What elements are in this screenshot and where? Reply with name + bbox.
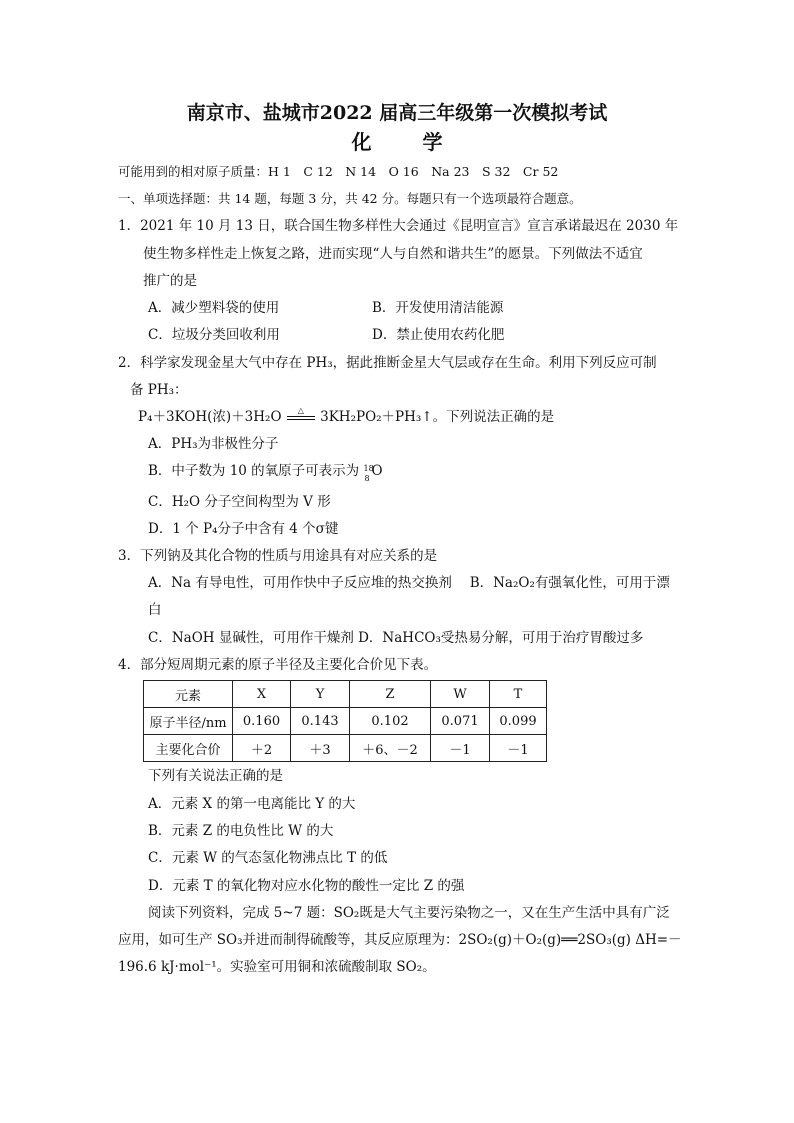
table-cell: 0.102	[350, 708, 431, 735]
atomic-masses: 可能用到的相对原子质量：H 1 C 12 N 14 O 16 Na 23 S 32 Cr 52	[118, 164, 559, 179]
table-cell: 原子半径/nm	[144, 708, 233, 735]
table-cell: ＋3	[291, 735, 350, 762]
table-cell: ＋2	[233, 735, 291, 762]
table-cell: －1	[490, 735, 547, 762]
q2-stem-line2: 备 PH₃：	[130, 382, 188, 398]
table-cell: －1	[431, 735, 490, 762]
subject-title: 化 学	[351, 130, 465, 154]
q4-option-a: A．元素 X 的第一电离能比 Y 的大	[148, 796, 356, 812]
q2-equation-left: P₄＋3KOH(浓)＋3H₂O	[138, 409, 282, 425]
q3-option-a-b: A．Na 有导电性，可用作快中子反应堆的热交换剂 B．Na₂O₂有强氧化性，可用于漂	[148, 575, 670, 591]
reading-line1: 阅读下列资料，完成 5~7 题：SO₂既是大气主要污染物之一，又在生产生活中具有广泛	[148, 905, 670, 921]
atomic-number: 8	[364, 474, 370, 483]
q2-option-b-text: B．中子数为 10 的氧原子可表示为	[148, 463, 364, 479]
q1-option-b: B．开发使用清洁能源	[372, 300, 504, 316]
q2-equation	[138, 408, 554, 426]
reading-line2: 应用，如可生产 SO₃并进而制得硫酸等，其反应原理为：2SO₂(g)＋O₂(g)══2SO₃(g) ΔH=－	[118, 932, 682, 948]
mass-number: 18	[363, 464, 374, 473]
q2-stem-line1: 2．科学家发现金星大气中存在 PH₃，据此推断金星大气层或存在生命。利用下列反应可制	[118, 355, 657, 371]
q4-option-b: B．元素 Z 的电负性比 W 的大	[148, 823, 334, 839]
table-cell: 主要化合价	[144, 735, 233, 762]
table-cell: 0.071	[431, 708, 490, 735]
q2-option-d: D．1 个 P₄分子中含有 4 个σ键	[148, 521, 339, 537]
q2-option-b	[148, 462, 383, 483]
table-header: X	[233, 681, 291, 708]
q1-stem-line2: 使生物多样性走上恢复之路，进而实现“人与自然和谐共生”的愿景。下列做法不适宜	[143, 246, 643, 262]
q4-option-c: C．元素 W 的气态氢化物沸点比 T 的低	[148, 850, 388, 866]
q1-stem-line1: 1．2021 年 10 月 13 日，联合国生物多样性大会通过《昆明宣言》宣言承诺最迟在 2030 年	[118, 218, 679, 234]
equation-arrow	[286, 408, 316, 426]
nuclide-symbol	[363, 462, 374, 483]
q4-after-table: 下列有关说法正确的是	[148, 768, 283, 784]
table-row	[144, 708, 547, 735]
q4-option-d: D．元素 T 的氧化物对应水化物的酸性一定比 Z 的强	[148, 878, 465, 894]
table-cell: 0.160	[233, 708, 291, 735]
table-header: Z	[350, 681, 431, 708]
element-table	[143, 680, 547, 762]
q3-stem: 3．下列钠及其化合物的性质与用途具有对应关系的是	[118, 548, 438, 564]
q1-stem-line3: 推广的是	[143, 273, 197, 289]
table-cell: 0.143	[291, 708, 350, 735]
q1-option-a: A．减少塑料袋的使用	[148, 300, 280, 316]
table-header: 元素	[144, 681, 233, 708]
heat-condition: △	[297, 406, 304, 415]
q3-option-c-d: C．NaOH 显碱性，可用作干燥剂 D．NaHCO₃受热易分解，可用于治疗胃酸过多	[148, 630, 644, 646]
table-row	[144, 735, 547, 762]
q4-stem: 4．部分短周期元素的原子半径及主要化合价见下表。	[118, 657, 438, 673]
exam-title: 南京市、盐城市2022 届高三年级第一次模拟考试	[186, 102, 608, 124]
section-heading: 一、单项选择题：共 14 题，每题 3 分，共 42 分。每题只有一个选项最符合题意。	[118, 191, 582, 206]
table-cell: ＋6、－2	[350, 735, 431, 762]
table-header: Y	[291, 681, 350, 708]
table-header: T	[490, 681, 547, 708]
reading-line3: 196.6 kJ·mol⁻¹。实验室可用铜和浓硫酸制取 SO₂。	[118, 959, 436, 975]
table-cell: 0.099	[490, 708, 547, 735]
element-symbol: O	[371, 463, 383, 479]
q3-option-b-cont: 白	[148, 602, 162, 618]
table-header-row	[144, 681, 547, 708]
table-header: W	[431, 681, 490, 708]
q2-equation-right: 3KH₂PO₂＋PH₃↑。下列说法正确的是	[320, 409, 555, 425]
q2-option-a: A．PH₃为非极性分子	[148, 436, 279, 452]
q1-option-c: C．垃圾分类回收利用	[148, 327, 280, 343]
q2-option-c: C．H₂O 分子空间构型为 V 形	[148, 494, 331, 510]
q1-option-d: D．禁止使用农药化肥	[372, 327, 505, 343]
